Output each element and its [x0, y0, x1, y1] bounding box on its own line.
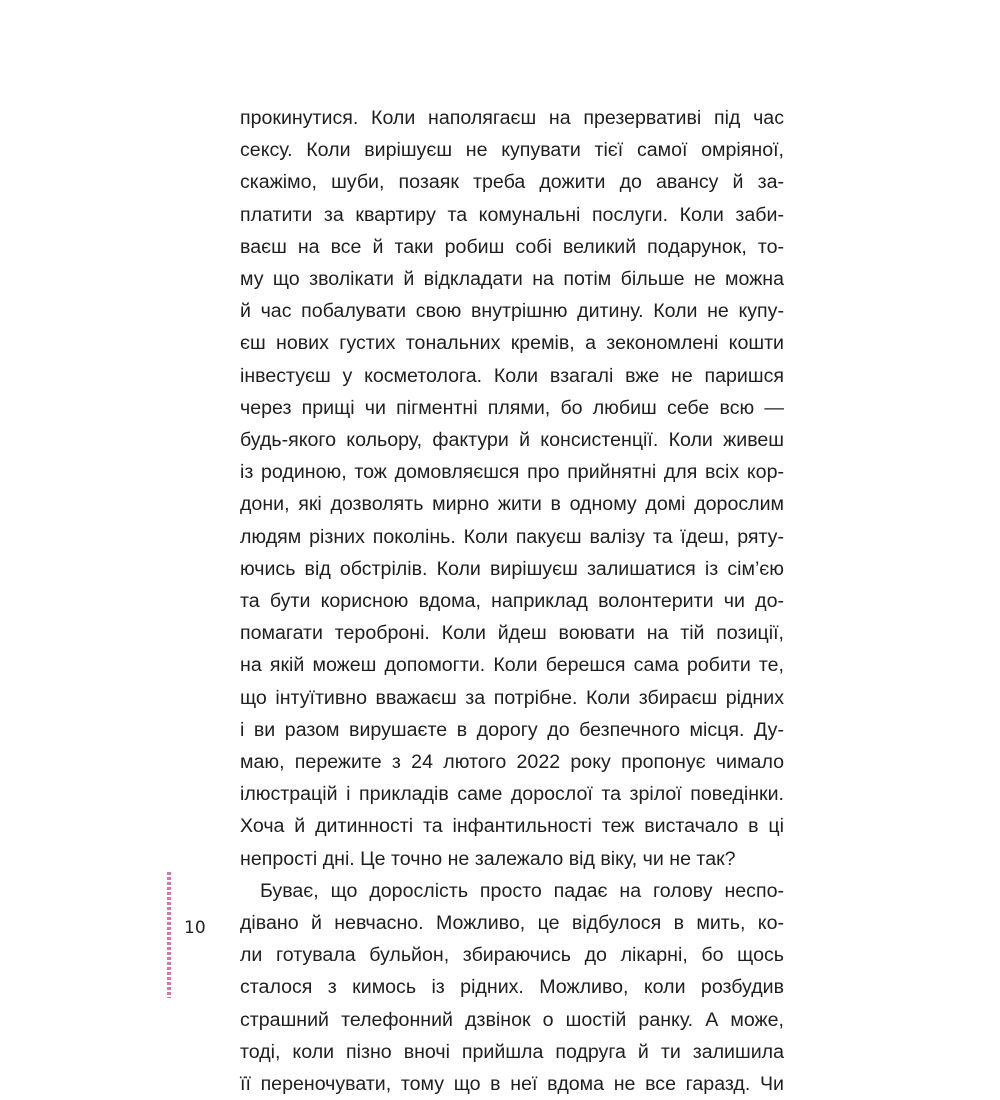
text-line: інвестуєш у косметолога. Коли взагалі вже не паришся — [240, 364, 784, 387]
text-line: через прищі чи пігментні плями, бо любиш себе всю — — [240, 396, 784, 419]
text-line: будь-якого кольору, фактури й консистенції. Коли живеш — [240, 429, 784, 452]
text-line: на якій можеш допомогти. Коли берешся сама робити те, — [240, 654, 784, 677]
text-line: людям різних поколінь. Коли пакуєш валізу та їдеш, ряту- — [240, 525, 784, 548]
text-line: і ви разом вирушаєте в дорогу до безпечного місця. Ду- — [240, 718, 784, 741]
text-line: непрості дні. Це точно не залежало від віку, чи не так? — [240, 847, 736, 870]
text-line: та бути корисною вдома, наприклад волонтерити чи до- — [240, 590, 784, 613]
text-line: ли готувала бульйон, збираючись до лікарні, бо щось — [240, 944, 784, 967]
text-line: сталося з кимось із рідних. Можливо, коли розбудив — [240, 976, 784, 999]
text-line: платити за квартиру та комунальні послуги. Коли заби- — [240, 203, 784, 226]
text-line: ілюстрацій і прикладів саме дорослої та зрілої поведінки. — [240, 783, 784, 806]
text-line: ваєш на все й таки робиш собі великий подарунок, то- — [240, 235, 784, 258]
text-line: сексу. Коли вирішуєш не купувати тієї самої омріяної, — [240, 139, 784, 162]
text-line: ючись від обстрілів. Коли вирішуєш залишатися із сім’єю — [240, 557, 784, 580]
page-number: 10 — [184, 918, 206, 938]
side-mark-bar — [167, 872, 171, 998]
body-text — [240, 102, 784, 1100]
text-line: страшний телефонний дзвінок о шостій ранку. А може, — [240, 1008, 784, 1031]
text-line: му що зволікати й відкладати на потім більше не можна — [240, 268, 784, 291]
text-line: із родиною, тож домовляєшся про прийнятні для всіх кор- — [240, 461, 784, 484]
text-line: дони, які дозволять мирно жити в одному домі дорослим — [240, 493, 784, 516]
text-line: прокинутися. Коли наполягаєш на презервативі під час — [240, 107, 784, 129]
text-line: дівано й невчасно. Можливо, це відбулося в мить, ко- — [240, 912, 784, 935]
text-line: Буває, що дорослість просто падає на голову неспо- — [260, 879, 784, 902]
text-line: тоді, коли пізно вночі прийшла подруга й ти залишила — [240, 1040, 784, 1063]
text-line: її переночувати, тому що в неї вдома не все гаразд. Чи — [240, 1073, 784, 1096]
text-line: єш нових густих тональних кремів, а зекономлені кошти — [240, 332, 784, 355]
text-line: Хоча й дитинності та інфантильності теж вистачало в ці — [240, 815, 784, 838]
text-line: що інтуїтивно вважаєш за потрібне. Коли збираєш рідних — [240, 686, 784, 709]
side-margin-mark — [165, 868, 174, 1000]
text-line: скажімо, шуби, позаяк треба дожити до авансу й за- — [240, 171, 784, 194]
text-line: маю, пережите з 24 лютого 2022 року пропонує чимало — [240, 751, 784, 774]
text-line: помагати тероброні. Коли йдеш воювати на тій позиції, — [240, 622, 784, 645]
text-line: й час побалувати свою внутрішню дитину. Коли не купу- — [240, 300, 784, 323]
